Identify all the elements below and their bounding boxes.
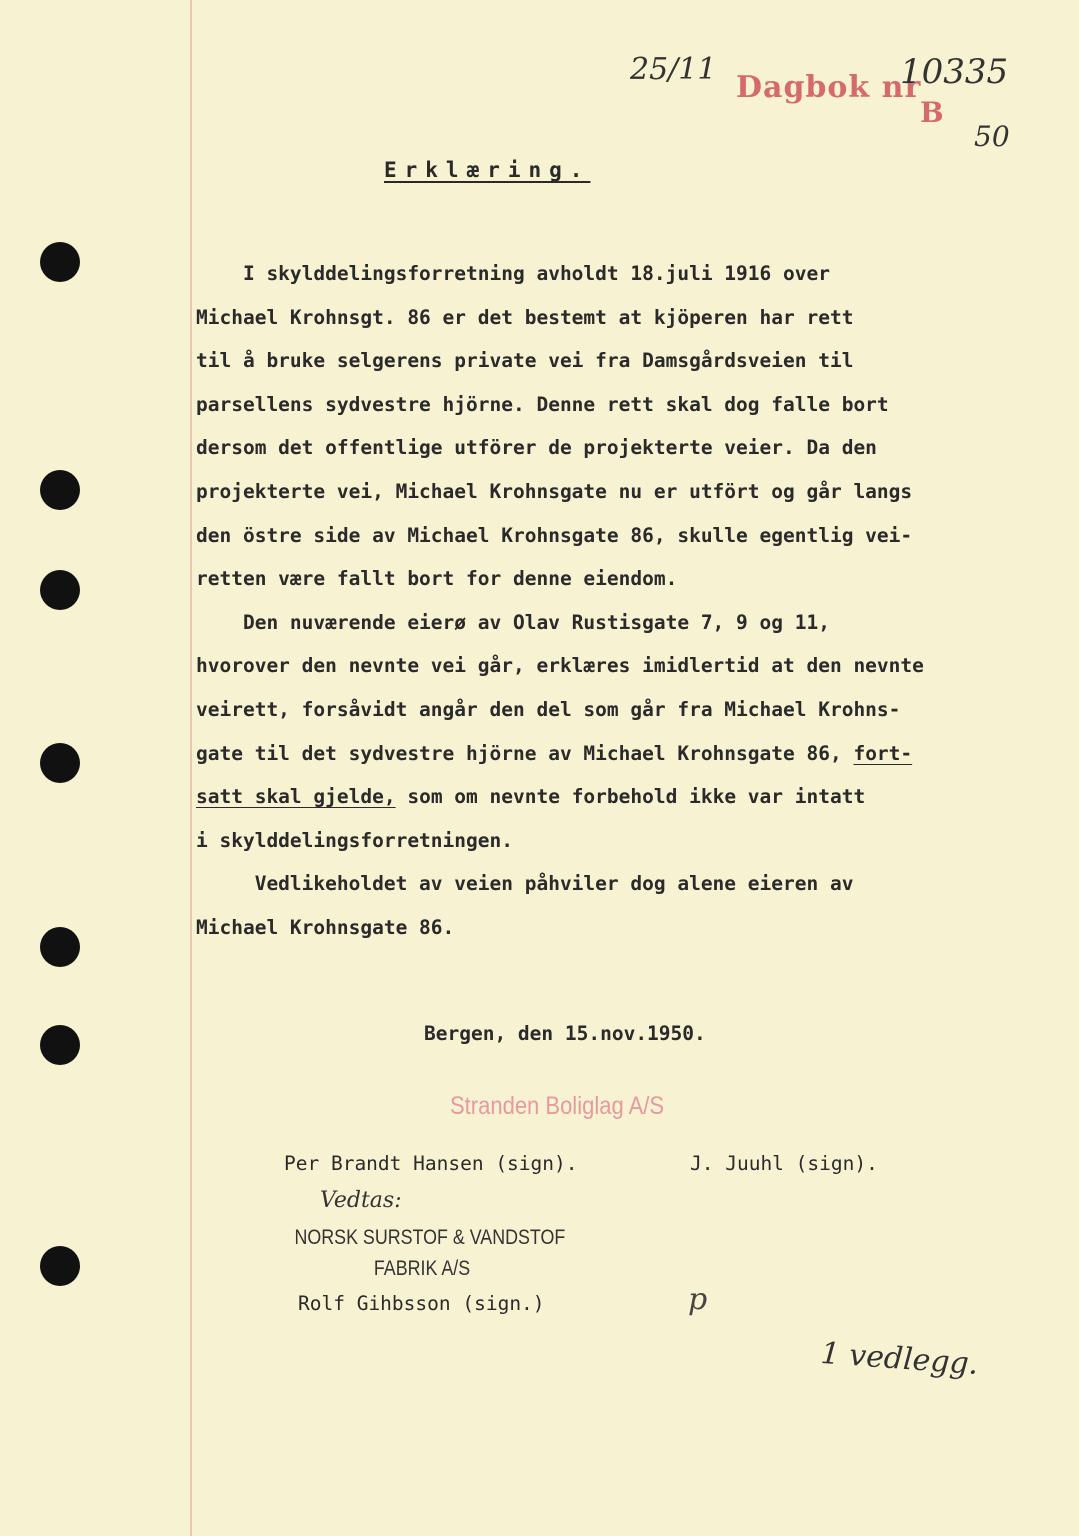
punch-hole <box>40 242 80 282</box>
body-line: Michael Krohnsgt. 86 er det bestemt at kjöperen har rett <box>196 305 854 329</box>
body-line: projekterte vei, Michael Krohnsgate nu er utfört og går langs <box>196 479 913 503</box>
handwritten-vedtas: Vedtas: <box>320 1188 402 1213</box>
handwritten-attachment-note: 1 vedlegg. <box>819 1336 980 1382</box>
body-line: den östre side av Michael Krohnsgate 86, skulle egentlig vei- <box>196 523 913 547</box>
journal-stamp <box>620 52 1050 162</box>
body-line: Michael Krohnsgate 86. <box>196 915 455 939</box>
punch-hole <box>40 743 80 783</box>
journal-stamp-label: Dagbok nr <box>736 70 922 105</box>
underlined-phrase: satt skal gjelde, <box>196 785 396 809</box>
firm-stamp-line: NORSK SURSTOF & VANDSTOF <box>294 1226 566 1249</box>
document-title: Erklæring. <box>384 158 591 182</box>
handwritten-date: 25/11 <box>630 52 717 87</box>
punch-hole <box>40 1246 80 1286</box>
body-line: gate til det sydvestre hjörne av Michael Krohnsgate 86, <box>196 741 854 765</box>
body-line: parsellens sydvestre hjörne. Denne rett skal dog falle bort <box>196 392 889 416</box>
body-line: hvorover den nevnte vei går, erklæres imidlertid at den nevnte <box>196 654 924 678</box>
punch-hole <box>40 1025 80 1065</box>
firm-stamp <box>272 1222 572 1284</box>
journal-stamp-letter: B <box>920 96 944 129</box>
punch-hole <box>40 470 80 510</box>
punch-hole <box>40 927 80 967</box>
signature-line: Per Brandt Hansen (sign). <box>284 1152 578 1175</box>
punch-hole <box>40 570 80 610</box>
declaration-body <box>196 252 1016 950</box>
underlined-phrase: fort- <box>853 741 913 765</box>
body-line: dersom det offentlige utförer de projekterte veier. Da den <box>196 436 877 460</box>
body-line: til å bruke selgerens private vei fra Damsgårdsveien til <box>196 349 854 373</box>
handwritten-initial: p <box>688 1282 708 1317</box>
body-line: veirett, forsåvidt angår den del som går fra Michael Krohns- <box>196 697 901 721</box>
body-line: Vedlikeholdet av veien påhviler dog alene eieren av <box>196 872 854 896</box>
company-stamp: Stranden Boliglag A/S <box>450 1092 665 1120</box>
body-line: i skylddelingsforretningen. <box>196 828 513 852</box>
handwritten-journal-number: 10335 <box>900 52 1009 92</box>
body-line: I skylddelingsforretning avholdt 18.juli 1916 over <box>196 262 830 285</box>
margin-line <box>190 0 192 1536</box>
firm-stamp-line: FABRIK A/S <box>373 1257 471 1280</box>
body-line: retten være fallt bort for denne eiendom. <box>196 567 678 591</box>
signature-line: Rolf Gihbsson (sign.) <box>298 1292 545 1315</box>
signature-line: J. Juuhl (sign). <box>690 1152 878 1175</box>
body-line: som om nevnte forbehold ikke var intatt <box>395 785 866 809</box>
place-and-date: Bergen, den 15.nov.1950. <box>424 1022 706 1045</box>
handwritten-year: 50 <box>974 120 1010 153</box>
body-line: Den nuværende eierø av Olav Rustisgate 7, 9 og 11, <box>196 610 830 634</box>
